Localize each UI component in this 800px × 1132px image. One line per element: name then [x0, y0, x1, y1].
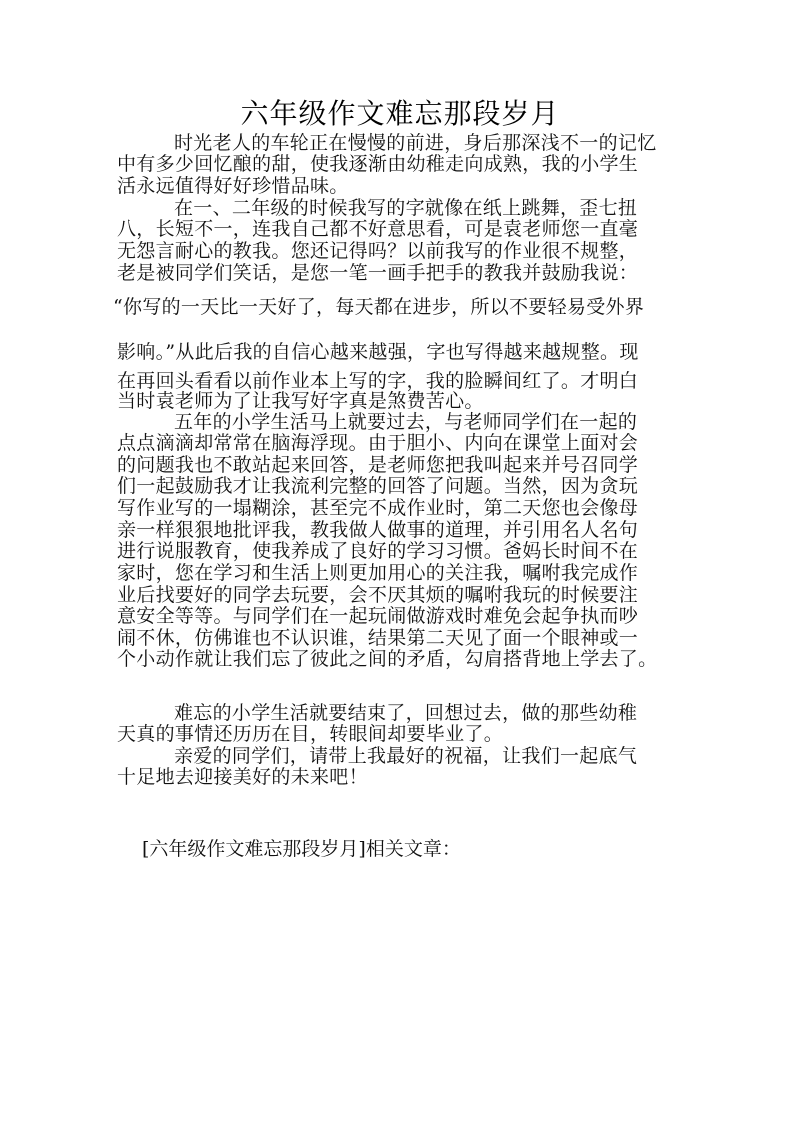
- paragraph-3-line-6: 亲一样狠狠地批评我，教我做人做事的道理，并引用名人名句: [117, 519, 639, 541]
- paragraph-2-line-2: 八，长短不一，连我自己都不好意思看，可是袁老师您一直毫: [117, 218, 639, 240]
- paragraph-3-line-11: 闹不休，仿佛谁也不认识谁，结果第二天见了面一个眼神或一: [117, 627, 639, 649]
- paragraph-3-line-2: 点点滴滴却常常在脑海浮现。由于胆小、内向在课堂上面对会: [117, 432, 639, 454]
- paragraph-1-line-3: 活永远值得好好珍惜品味。: [117, 175, 349, 197]
- paragraph-3-line-1: 五年的小学生活马上就要过去，与老师同学们在一起的: [174, 411, 638, 433]
- paragraph-3-line-4: 们一起鼓励我才让我流利完整的回答了问题。当然，因为贪玩: [117, 475, 639, 497]
- paragraph-3-line-5: 写作业写的一塌糊涂，甚至完不成作业时，第二天您也会像母: [117, 497, 639, 519]
- paragraph-4-line-2: 天真的事情还历历在目，转眼间却要毕业了。: [117, 723, 504, 745]
- paragraph-4-line-1: 难忘的小学生活就要结束了，回想过去，做的那些幼稚: [174, 702, 638, 724]
- paragraph-2-line-1: 在一、二年级的时候我写的字就像在纸上跳舞，歪七扭: [174, 197, 638, 219]
- related-articles-heading: [六年级作文难忘那段岁月]相关文章：: [142, 838, 461, 860]
- paragraph-3-line-7: 进行说服教育，使我养成了良好的学习习惯。爸妈长时间不在: [117, 540, 639, 562]
- paragraph-2-line-4: 老是被同学们笑话，是您一笔一画手把手的教我并鼓励我说：: [117, 262, 639, 284]
- paragraph-2-line-6: 影响。”从此后我的自信心越来越强，字也写得越来越规整。现: [117, 341, 639, 363]
- paragraph-1-line-2: 中有多少回忆酿的甜，使我逐渐由幼稚走向成熟，我的小学生: [117, 153, 639, 175]
- paragraph-3-line-10: 意安全等等。与同学们在一起玩闹做游戏时难免会起争执而吵: [117, 605, 639, 627]
- paragraph-2-line-3: 无怨言耐心的教我。您还记得吗？以前我写的作业很不规整，: [117, 240, 639, 262]
- paragraph-2-line-8: 当时袁老师为了让我写好字真是煞费苦心。: [117, 390, 484, 412]
- paragraph-2-line-5: “你写的一天比一天好了，每天都在进步，所以不要轻易受外界: [113, 296, 645, 318]
- paragraph-1-line-1: 时光老人的车轮正在慢慢的前进，身后那深浅不一的记忆: [174, 132, 657, 154]
- document-title: 六年级作文难忘那段岁月: [240, 97, 560, 130]
- paragraph-5-line-2: 十足地去迎接美好的未来吧！: [117, 766, 368, 788]
- paragraph-3-line-3: 的问题我也不敢站起来回答，是老师您把我叫起来并号召同学: [117, 454, 639, 476]
- paragraph-5-line-1: 亲爱的同学们，请带上我最好的祝福，让我们一起底气: [174, 745, 638, 767]
- paragraph-3-line-8: 家时，您在学习和生活上则更加用心的关注我，嘱咐我完成作: [117, 562, 639, 584]
- paragraph-3-line-12: 个小动作就让我们忘了彼此之间的矛盾，勾肩搭背地上学去了。: [117, 648, 658, 670]
- paragraph-3-line-9: 业后找要好的同学去玩要，会不厌其烦的嘱咐我玩的时候要注: [117, 584, 639, 606]
- paragraph-2-line-7: 在再回头看看以前作业本上写的字，我的脸瞬间红了。才明白: [117, 370, 639, 392]
